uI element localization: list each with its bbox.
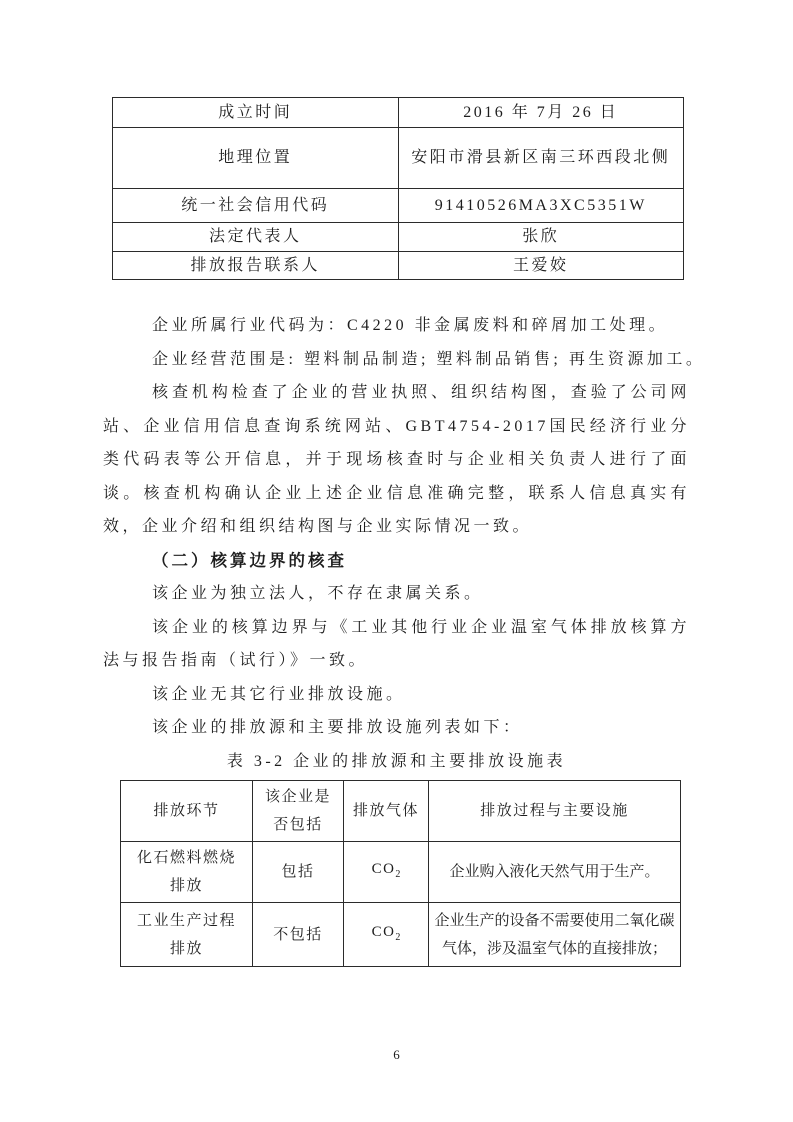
info-label-report-contact: 排放报告联系人 — [113, 252, 399, 280]
info-label-credit-code: 统一社会信用代码 — [113, 189, 399, 223]
info-label-founding-date: 成立时间 — [113, 98, 399, 128]
table-header-row — [121, 781, 681, 842]
cell-included-fossil-fuel: 包括 — [253, 842, 344, 903]
cell-process-fossil-fuel: 企业购入液化天然气用于生产。 — [429, 842, 681, 903]
header-gas: 排放气体 — [344, 781, 429, 842]
cell-gas-industrial-process — [344, 903, 429, 967]
paragraph-industry-code: 企业所属行业代码为：C4220 非金属废料和碎屑加工处理。 — [152, 317, 669, 334]
emission-source-table — [120, 780, 681, 967]
paragraph-boundary: 该企业的核算边界与《工业其他行业企业温室气体排放核算方法与报告指南（试行）》一致。 — [103, 618, 690, 669]
paragraph-business-scope: 企业经营范围是: 塑料制品制造; 塑料制品销售; 再生资源加工。 — [152, 350, 706, 368]
header-process: 排放过程与主要设施 — [429, 781, 681, 842]
cell-gas-fossil-fuel — [344, 842, 429, 903]
paragraph-verification: 核查机构检查了企业的营业执照、组织结构图，查验了公司网站、企业信用信息查询系统网站、GBT4754-2017国民经济行业分类代码表等公开信息，并于现场核查时与企业相关负责人进行了面谈。核查机构确认企业上述企业信息准确完整，联系人信息真实有效，企业介绍和组织结构图与企业实际情况一致。 — [103, 384, 690, 535]
header-emission-stage: 排放环节 — [121, 781, 253, 842]
page-number: 6 — [393, 1047, 400, 1062]
cell-stage-industrial-process: 工业生产过程排放 — [121, 903, 253, 967]
table-row — [113, 128, 684, 189]
table-row — [113, 223, 684, 252]
table-row — [113, 98, 684, 128]
info-value-location: 安阳市滑县新区南三环西段北侧 — [398, 128, 684, 189]
paragraph-legal-entity: 该企业为独立法人，不存在隶属关系。 — [152, 585, 484, 602]
table-row — [121, 842, 681, 903]
cell-included-industrial-process: 不包括 — [253, 903, 344, 967]
emission-table-caption: 表 3-2 企业的排放源和主要排放设施表 — [226, 752, 567, 770]
info-label-legal-rep: 法定代表人 — [113, 223, 399, 252]
info-value-legal-rep: 张欣 — [398, 223, 684, 252]
info-value-report-contact: 王爱姣 — [398, 252, 684, 280]
gas-subscript: 2 — [395, 869, 401, 880]
info-label-location: 地理位置 — [113, 128, 399, 189]
header-included: 该企业是否包括 — [253, 781, 344, 842]
cell-stage-fossil-fuel: 化石燃料燃烧排放 — [121, 842, 253, 903]
company-info-table — [112, 97, 684, 280]
section-heading-boundary-check: （二）核算边界的核查 — [152, 550, 347, 570]
info-value-credit-code: 91410526MA3XC5351W — [398, 189, 684, 223]
gas-formula: CO — [371, 923, 396, 940]
body-text — [103, 309, 706, 967]
gas-subscript: 2 — [395, 931, 401, 943]
info-value-founding-date: 2016 年 7月 26 日 — [398, 98, 684, 128]
cell-process-industrial-process: 企业生产的设备不需要使用二氧化碳气体，涉及温室气体的直接排放； — [429, 903, 681, 967]
table-row — [113, 189, 684, 223]
paragraph-list-intro: 该企业的排放源和主要排放设施列表如下： — [152, 719, 523, 736]
paragraph-no-other-facilities: 该企业无其它行业排放设施。 — [152, 685, 406, 703]
gas-formula: CO — [371, 861, 396, 877]
table-row — [113, 252, 684, 280]
table-row — [121, 903, 681, 967]
